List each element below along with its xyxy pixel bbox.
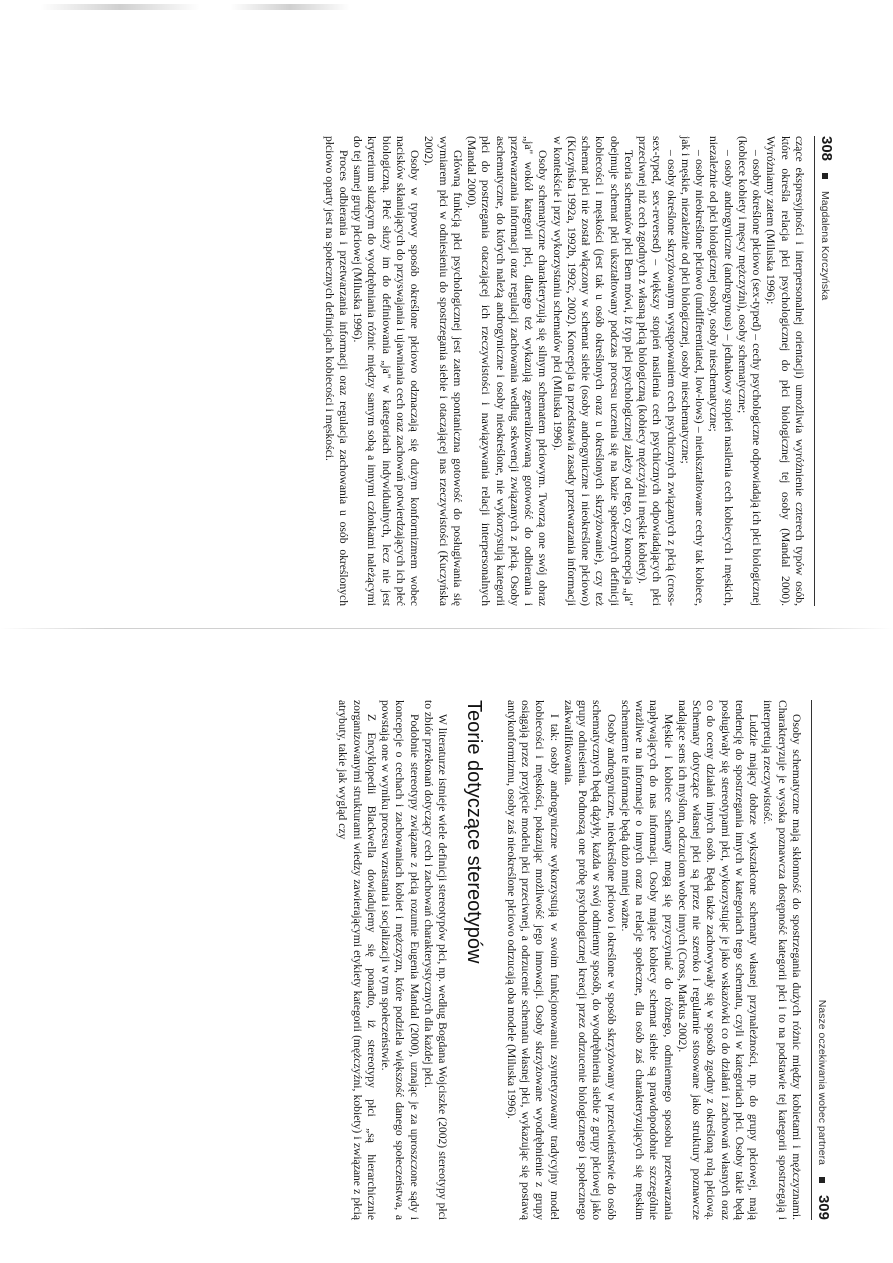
- paragraph: I tak: osoby androgyniczne wykorzystują w swoim funkcjonowaniu zsyntetyzowany tradycyjny model kobiecości i męskości, pokazując możliwość jego innowacji. Osoby skrzyżowane wyodrębnienie z grupy osiągają przez przyjęcie modelu płci przeciwnej, a odrzucenie schematu własnej płci, wykazując się postawą antykonformizmu, osoby zaś nieokreślone płciowo odrzucają oba modele (Miluska 1996).: [505, 700, 561, 1220]
- paragraph: Teoria schematów płci Bem mówi, iż typ płci psychologicznej zależy od tego, czy koncepcja „ja" obejmuje schemat płci ukształtowany podczas procesu uczenia się na bazie społecznych definicji kobiecości i męskości (jest tak u osób określonych oraz u określonych skrzyżowanie), czy też schemat płci nie został włączony w schemat siebie (osoby androgyniczne i nieokreślone płciowo) (Kiczyńska 1992a, 1992b, 1992c, 2002). Koncepcja ta przedstawia zasady przetwarzania informacji w kontekście i przy wykorzystaniu schematów płci (Miluska 1996).: [550, 136, 635, 606]
- running-head-chapter: Nasze oczekiwania wobec partnera: [816, 999, 828, 1165]
- page-fold: [0, 628, 893, 629]
- page-number: 309: [815, 1194, 832, 1220]
- paragraph: Osoby schematyczne mają skłonność do spostrzegania dużych różnic między kobietami i mężczyznami. Charakteryzuje je wysoka poznawcza dostępność kategorii płci i to na podstawie tej kategorii spostrzegają i interpretują rzeczywistość.: [761, 700, 803, 1220]
- paragraph: czące ekspresyjności i interpersonalnej orientacji) umożliwia wyróżnienie czterech typów osób, które określa relacja płci psychologicznej do płci biologicznej tej osoby (Mandal 2000). Wyróżniamy zatem (Miluska 1996):: [764, 136, 806, 606]
- scan-artifact: [40, 4, 200, 10]
- section-heading: Teorie dotyczące stereotypów: [462, 700, 485, 964]
- running-header: [811, 700, 832, 1220]
- paragraph: Osoby w typowy sposób określone płciowo odznaczają się dużym konformizmem wobec nacisków skłaniających do przyswajania i ujawniania cech oraz zachowań potwierdzających ich płeć biologiczną. Płeć służy im do definiowania „ja" w kategoriach indywidualnych, lecz nie jest kryterium służącym do wyodrębniania różnic między samym sobą a innymi członkami należącymi do tej samej grupy płciowej (Miluska 1996).: [351, 136, 422, 606]
- page-number: 308: [818, 136, 835, 162]
- list-item: – osoby określone płciowo (sex-typed) – cechy psychologiczne odpowiadają ich płci biologicznej (kobiece kobiety i męscy mężczyźni), osoby schematyczne;: [736, 136, 764, 606]
- page-body: [322, 136, 807, 606]
- paragraph: Proces odbierania i przetwarzania informacji oraz regulacja zachowania u osób określonych płciowo oparty jest na społecznych definicjach kobiecości i męskości.: [322, 136, 350, 606]
- running-header: [814, 136, 835, 606]
- list-item: – osoby androgyniczne (androgynous) – jednakowy stopień nasilenia cech kobiecych i męskich, niezależnie od płci biologicznej osoby, osoby nieschematyczne;: [707, 136, 735, 606]
- paragraph: Podobnie stereotypy związane z płcią rozumie Eugenia Mandal (2000), uznając je za uproszczone sądy i koncepcje o cechach i zachowaniach kobiet i mężczyzn, które podziela większość danego społeczeństwa, a powstają one w wyniku procesu wzrastania i socjalizacji w tym społeczeństwie.: [379, 700, 421, 1220]
- paragraph: W literaturze istnieje wiele definicji stereotypów płci, np. według Bogdana Wojciszke (2002) stereotypy płci to zbiór przekonań dotyczący cech i zachowań charakterystycznych dla każdej płci.: [421, 700, 450, 1220]
- paragraph: Z Encyklopedii Blackwella dowiadujemy się ponadto, iż stereotypy płci „są hierarchicznie zorganizowanymi strukturami wiedzy zawierającymi etykiety kategorii (mężczyźni, kobiety) i związane z płcią atrybuty, takie jak wygląd czy: [336, 700, 378, 1220]
- scan-artifact: [230, 4, 350, 10]
- running-head-author: Magdalena Korczyńska: [819, 191, 831, 301]
- separator-square-icon: [819, 1177, 825, 1183]
- paragraph: Osoby schematyczne charakteryzują się silnym schematem płciowym. Tworzą one swój obraz „ja" wokół kategorii płci, dlatego też wykazują zgeneralizowaną gotowość do odbierania i przetwarzania informacji oraz regulacji zachowania według sekwencji związanych z płcią. Osoby aschematyczne, do których należą androgyniczne i osoby nieokreślone, nie wykorzystują kategorii płci do postrzegania otaczającej ich rzeczywistości i nawiązywania relacji interpersonalnych (Mandal 2000).: [465, 136, 550, 606]
- list-item: – osoby nieokreślone płciowo (undifferentiated, low-lows) – nieukształtowane cechy tak kobiece, jak i męskie, niezależnie od płci biologicznej, osoby nieschematyczne;: [679, 136, 707, 606]
- paragraph: Główną funkcją płci psychologicznej jest zatem spontaniczna gotowość do posługiwania się wymiarem płci w odniesieniu do spostrzegania siebie i otaczającej nas rzeczywistości (Kuczyńska 2002).: [422, 136, 464, 606]
- paragraph: Ludzie mający dobrze wykształcone schematy własnej przynależności, np. do grupy płciowej, mają tendencję do spostrzegania innych w kategoriach tego schematu, czyli w kategoriach płci. Osoby takie będą posługiwały się stereotypami płci, wykorzystując je jako wskazówki co do działań i zachowań własnych oraz co do oceny działań innych osób. Będą także zachowywały się w sposób zgodny z określoną rolą płciową. Schematy dotyczące własnej płci są przez nie szeroko i regularnie stosowane jako struktury poznawcze nadające sens ich myślom, odczuciom wobec innych (Cross, Markus 2002).: [676, 700, 761, 1220]
- page-308: [115, 136, 835, 606]
- page-309: [112, 700, 832, 1220]
- list-item: – osoby określone skrzyżowanym występowaniem cech psychicznych związanych z płcią (cross-sex-typed, sex-reversed) – większy stopień nasilenia cech psychicznych odpowiadających płci przeciwnej niż cech zgodnych z własną płcią biologiczną (kobiecy mężczyźni i męskie kobiety).: [636, 136, 678, 606]
- paragraph: Męskie i kobiece schematy mogą się przyczyniać do różnego, odmiennego sposobu przetwarzania napływających do nas informacji. Osoby mające kobiecy schemat siebie są prawdopodobnie szczególnie wrażliwe na informacje o innych oraz na relacje społeczne, dla osób zaś charakteryzujących się męskim schematem te informacje będą dużo mniej ważne.: [619, 700, 675, 1220]
- page-body: [335, 700, 803, 1220]
- paragraph: Osoby androgyniczne, nieokreślone płciowo i określone w sposób skrzyżowany w przeciwieństwie do osób schematycznych będą dążyły, każda w swój odmienny sposób, do wyodrębnienia siebie z grupy płciowej jako grupy odniesienia. Podnoszą one próbę psychologicznej kreacji przez odrzucenie biologicznego i społecznego zakwalifikowania.: [562, 700, 618, 1220]
- separator-square-icon: [822, 173, 828, 179]
